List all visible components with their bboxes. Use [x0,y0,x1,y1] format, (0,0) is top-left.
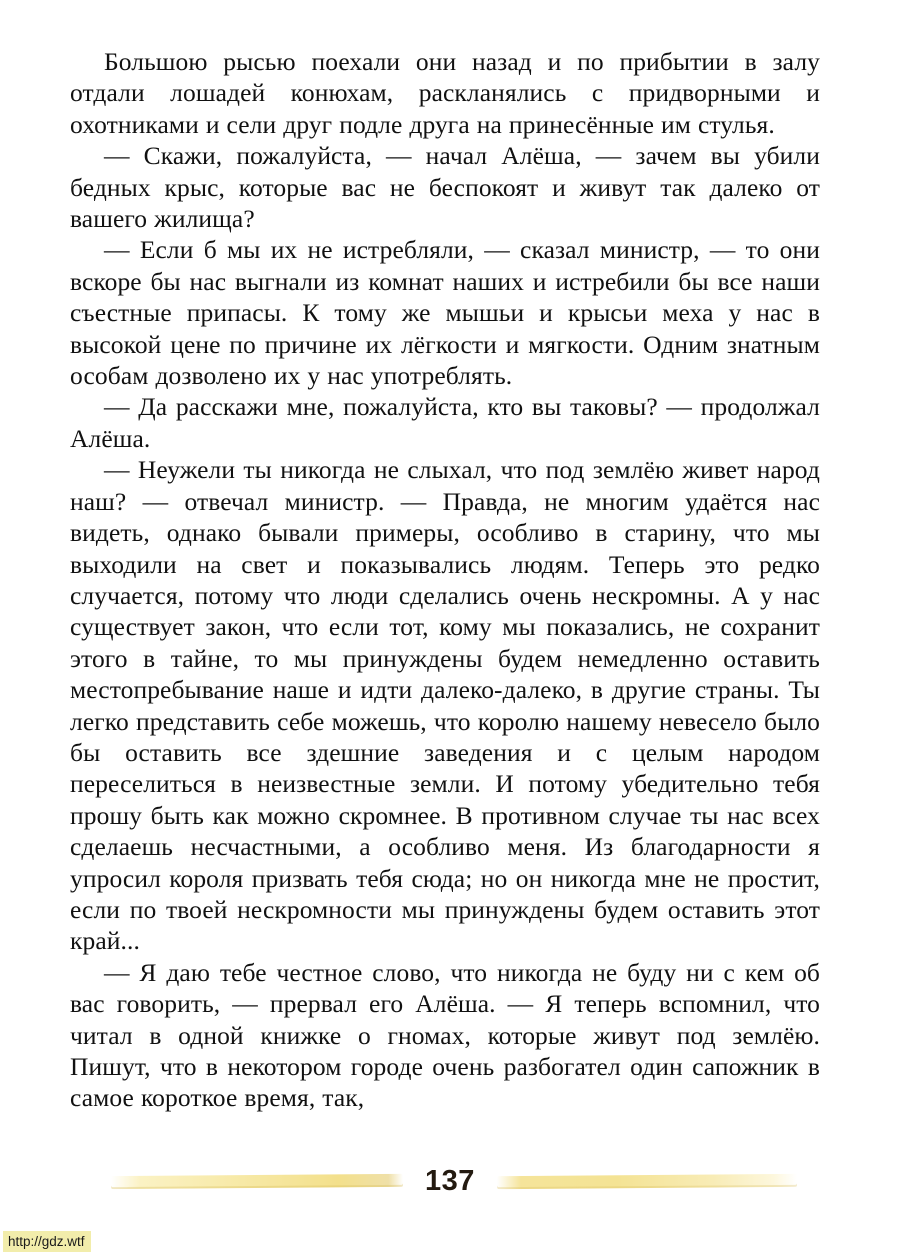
page-text-body [70,46,820,1114]
paragraph: — Неужели ты никогда не слыхал, что под землёю живет народ наш? — отвечал министр. — Правда, не многим удаётся нас видеть, однако бывали примеры, особливо в старину, что мы выходили на свет и показывались людям. Теперь это редко случается, потому что люди сделались очень нескромны. А у нас существует закон, что если тот, кому мы показались, не сохранит этого в тайне, то мы принуждены будем немедленно оставить местопребывание наше и идти далеко-далеко, в другие страны. Ты легко представить себе можешь, что королю нашему невесело было бы оставить все здешние заведения и с целым народом переселиться в неизвестные земли. И потому убедительно тебя прошу быть как можно скромнее. В противном случае ты нас всех сделаешь несчастными, а особливо меня. Из благодарности я упросил короля призвать тебя сюда; но он никогда мне не простит, если по твоей нескромности мы принуждены будем оставить этот край... [70,455,820,956]
paragraph: — Если б мы их не истребляли, — сказал министр, — то они вскоре бы нас выгнали из комнат наших и истребили бы все наши съестные припасы. К тому же мышьи и крысьи меха у нас в высокой цене по причине их лёгкости и мягкости. Одним знатным особам дозволено их у нас употреблять. [70,235,820,391]
decorative-rule-right [497,1173,797,1188]
page-footer [0,1158,908,1204]
paragraph: — Да расскажи мне, пожалуйста, кто вы таковы? — продолжал Алёша. [70,392,820,453]
site-watermark: http://gdz.wtf [3,1231,91,1252]
decorative-rule-left [111,1173,403,1188]
paragraph: — Скажи, пожалуйста, — начал Алёша, — зачем вы убили бедных крыс, которые вас не беспокоят и живут так далеко от вашего жилища? [70,141,820,234]
paragraph: Большою рысью поехали они назад и по прибытии в залу отдали лошадей конюхам, раскланялись с придворными и охотниками и сели друг подле друга на принесённые им стулья. [70,47,820,139]
paragraph: — Я даю тебе честное слово, что никогда не буду ни с кем об вас говорить, — прервал его Алёша. — Я теперь вспомнил, что читал в одной книжке о гномах, которые живут под землёю. Пишут, что в некотором городе очень разбогател один сапожник в самое короткое время, так, [70,957,820,1113]
page-number: 137 [425,1164,475,1197]
